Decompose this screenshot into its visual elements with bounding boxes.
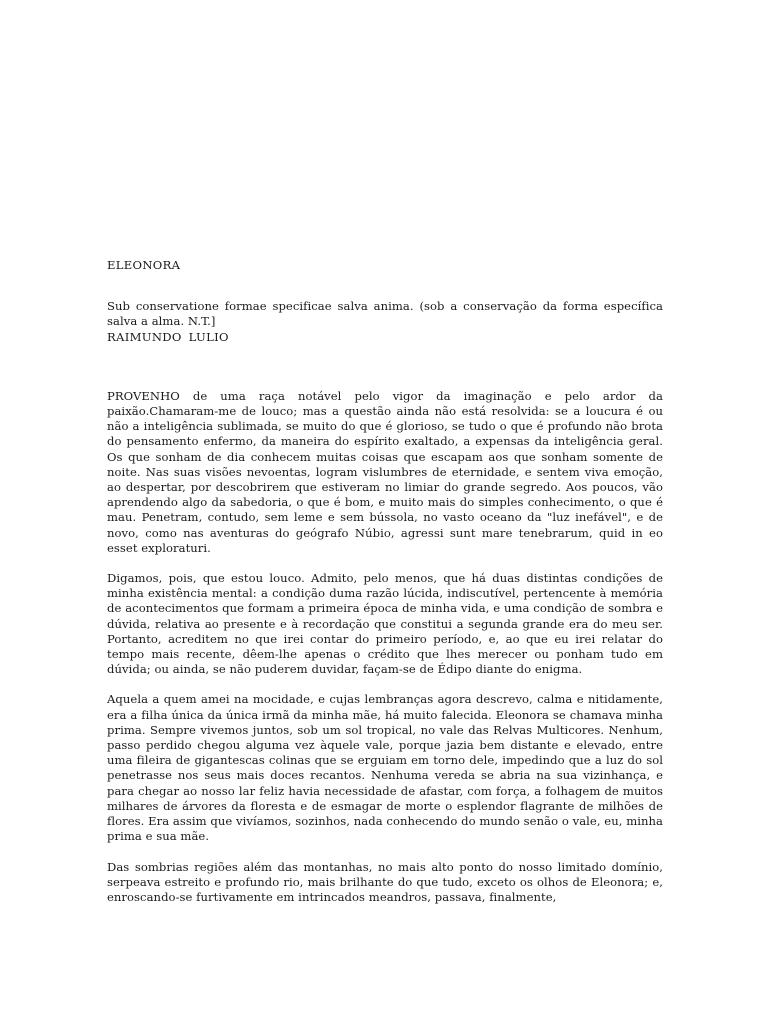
epigraph	[107, 299, 663, 345]
paragraph-1: PROVENHO de uma raça notável pelo vigor da imaginação e pelo ardor da paixão.Chamaram-me de louco; mas a questão ainda não está resolvida: se a loucura é ou não a inteligência sublimada, se muito do que é glorioso, se tudo o que é profundo não brota do pensamento enfermo, da maneira do espírito exaltado, a expensas da inteligência geral. Os que sonham de dia conhecem muitas coisas que escapam aos que sonham somente de noite. Nas suas visões nevoentas, logram vislumbres de eternidade, e sentem viva emoção, ao despertar, por descobrirem que estiveram no limiar do grande segredo. Aos poucos, vão aprendendo algo da sabedoria, o que é bom, e muito mais do simples conhecimento, o que é mau. Penetram, contudo, sem leme e sem bússola, no vasto oceano da "luz inefável", e de novo, como nas aventuras do geógrafo Núbio, agressi sunt mare tenebrarum, quid in eo esset exploraturi.	[107, 388, 663, 555]
document-body	[107, 258, 663, 920]
paragraph-2: Digamos, pois, que estou louco. Admito, pelo menos, que há duas distintas condições de minha existência mental: a condição duma razão lúcida, indiscutível, pertencente à memória de acontecimentos que formam a primeira época de minha vida, e uma condição de sombra e dúvida, relativa ao presente e à recordação que constitui a segunda grande era do meu ser. Portanto, acreditem no que irei contar do primeiro período, e, ao que eu irei relatar do tempo mais recente, dêem-lhe apenas o crédito que lhes merecer ou ponham tudo em dúvida; ou ainda, se não puderem duvidar, façam-se de Édipo diante do enigma.	[107, 571, 663, 677]
paragraph-3: Aquela a quem amei na mocidade, e cujas lembranças agora descrevo, calma e nitidamente, era a filha única da única irmã da minha mãe, há muito falecida. Eleonora se chamava minha prima. Sempre vivemos juntos, sob um sol tropical, no vale das Relvas Multicores. Nenhum, passo perdido chegou alguma vez àquele vale, porque jazia bem distante e elevado, entre uma fileira de gigantescas colinas que se erguiam em torno dele, impedindo que a luz do sol penetrasse nos seus mais doces recantos. Nenhuma vereda se abria na sua vizinhança, e para chegar ao nosso lar feliz havia necessidade de afastar, com força, a folhagem de muitos milhares de árvores da floresta e de esmagar de morte o esplendor flagrante de milhões de flores. Era assim que vivíamos, sozinhos, nada conhecendo do mundo senão o vale, eu, minha prima e sua mãe.	[107, 692, 663, 844]
paragraph-4: Das sombrias regiões além das montanhas, no mais alto ponto do nosso limitado domínio, serpeava estreito e profundo rio, mais brilhante do que tudo, exceto os olhos de Eleonora; e, enroscando-se furtivamente em intrincados meandros, passava, finalmente,	[107, 859, 663, 904]
document-title: ELEONORA	[107, 258, 181, 272]
epigraph-text: Sub conservatione formae specificae salva anima. (sob a conservação da forma específica salva a alma. N.T.]	[107, 299, 663, 329]
epigraph-author: RAIMUNDO LULIO	[107, 329, 229, 344]
